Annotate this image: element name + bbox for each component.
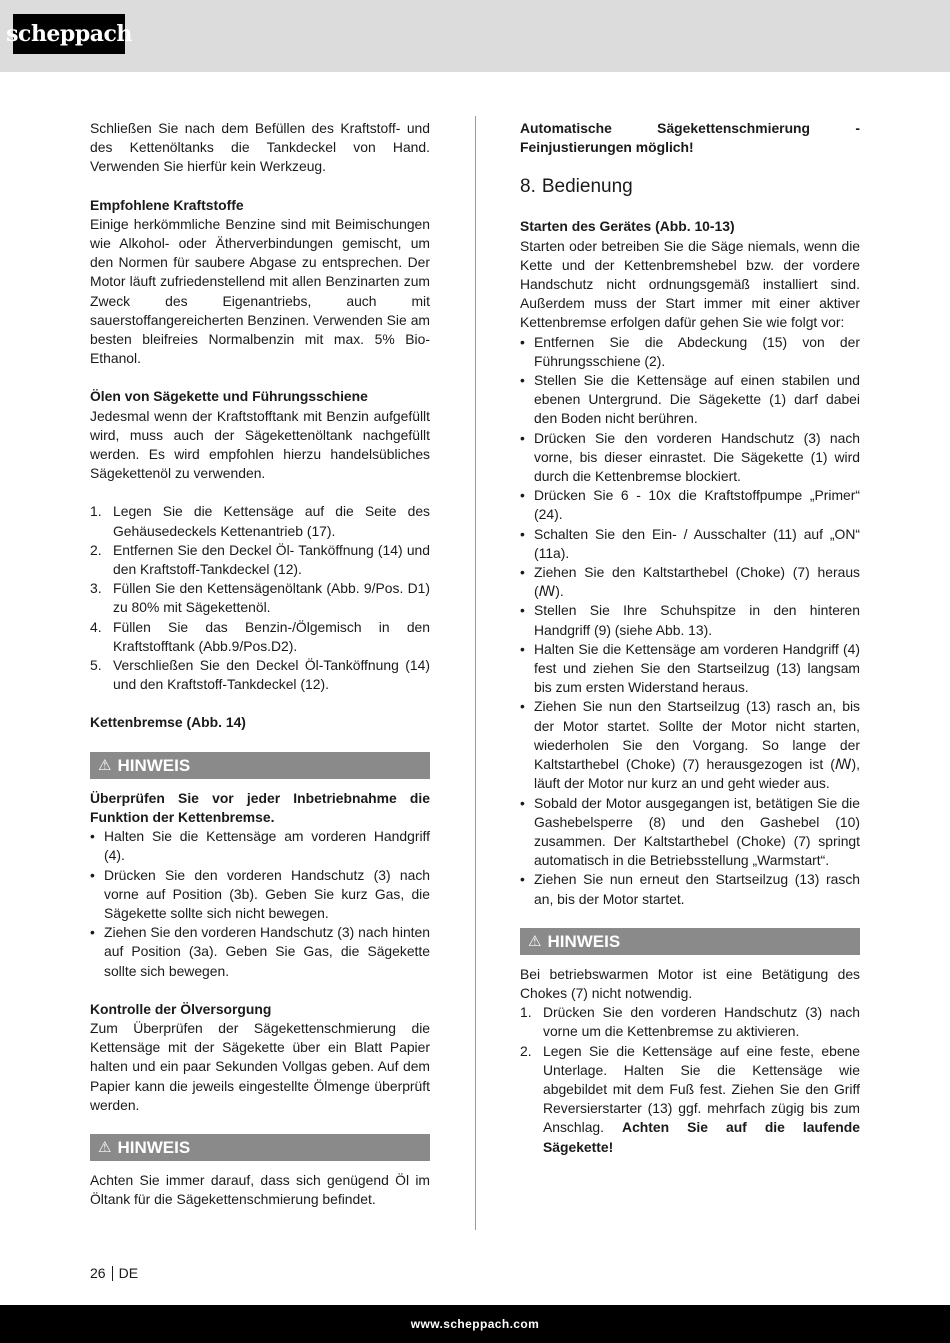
list-item: • Entfernen Sie die Abdeckung (15) von der Führungsschiene (2).: [520, 333, 860, 369]
list-item: • Ziehen Sie nun den Startseilzug (13) rasch an, bis der Motor startet. Sollte der Motor nicht starten, wiederholen Sie den Vorgang. So lange der Kaltstarthebel (Choke) (7) herausgezogen ist (ꟿ), läuft der Motor nur kurz an und geht wieder aus.: [520, 698, 860, 792]
column-divider: [475, 116, 476, 1230]
hinweis-banner: ⚠ HINWEIS: [90, 752, 430, 779]
list-item: • Schalten Sie den Ein- / Ausschalter (11) auf „ON“ (11a).: [520, 525, 860, 561]
hinweis-oil-text: Achten Sie immer darauf, dass sich genügend Öl im Öltank für die Sägekettenschmierung befindet.: [90, 1171, 430, 1208]
footer-band: [0, 1305, 950, 1343]
oil-heading: Ölen von Sägekette und Führungsschiene: [90, 388, 368, 405]
list-item: 5. Verschließen Sie den Deckel Öl-Tanköffnung (14) und den Kraftstoff-Tankdeckel (12).: [90, 657, 430, 693]
brake-heading: Kettenbremse (Abb. 14): [90, 714, 246, 731]
hinweis-banner: ⚠ HINWEIS: [520, 928, 860, 955]
list-item: • Ziehen Sie den Kaltstarthebel (Choke) (7) heraus (ꟿ).: [520, 564, 860, 600]
oilsupply-heading: Kontrolle der Ölversorgung: [90, 1000, 272, 1017]
intro-paragraph: Schließen Sie nach dem Befüllen des Kraftstoff- und des Kettenöltanks die Tankdeckel von Hand. Verwenden Sie hierfür kein Werkzeug.: [90, 120, 430, 175]
oilsupply-paragraph: Zum Überprüfen der Sägekettenschmierung die Kettensäge mit der Sägekette über ein Blatt Papier halten und ein paar Sekunden Vollgas geben. Auf dem Papier kann die jeweils eingestellte Ölmenge überprüft werden.: [90, 1019, 430, 1113]
list-item: • Stellen Sie die Kettensäge auf einen stabilen und ebenen Untergrund. Die Sägekette (1) darf dabei den Boden nicht berühren.: [520, 372, 860, 427]
list-item: • Halten Sie die Kettensäge am vorderen Handgriff (4) fest und ziehen Sie den Startseilzug (13) langsam bis zum ersten Widerstand heraus.: [520, 640, 860, 696]
list-item: 4. Füllen Sie das Benzin-/Ölgemisch in den Kraftstofftank (Abb.9/Pos.D2).: [90, 618, 430, 654]
warm-engine-note: Bei betriebswarmen Motor ist eine Betätigung des Chokes (7) nicht notwendig.: [520, 965, 860, 1001]
list-item: • Drücken Sie den vorderen Handschutz (3) nach vorne, bis dieser einrastet. Die Sägekette (1) wird durch die Kettenbremse blockiert.: [520, 429, 860, 485]
list-item: 1. Drücken Sie den vorderen Handschutz (3) nach vorne um die Kettenbremse zu aktivieren.: [520, 1004, 860, 1040]
list-item: • Sobald der Motor ausgegangen ist, betätigen Sie die Gashebelsperre (8) und den Gashebel (10) zusammen. Der Kaltstarthebel (Choke) (7) springt automatisch in die Betriebsstellung „Warmstart“.: [520, 794, 860, 869]
list-item: • Halten Sie die Kettensäge am vorderen Handgriff (4).: [90, 828, 430, 864]
section-title: 8. Bedienung: [520, 176, 633, 198]
header-band: [0, 0, 950, 72]
warning-icon: ⚠: [528, 932, 542, 950]
auto-lube-note: Automatische Sägekettenschmierung - Feinjustierungen möglich!: [520, 120, 860, 156]
list-item: • Drücken Sie den vorderen Handschutz (3) nach vorne auf Position (3b). Geben Sie kurz Gas, die Sägekette sollte sich nicht bewegen.: [90, 866, 430, 921]
oil-steps-list: [90, 502, 430, 694]
hinweis-banner: ⚠ HINWEIS: [90, 1134, 430, 1161]
right-column: [520, 119, 860, 1157]
left-column: [90, 119, 430, 1209]
list-item: 1. Legen Sie die Kettensäge auf die Seite des Gehäusedeckels Kettenantrieb (17).: [90, 503, 430, 539]
list-item: • Stellen Sie Ihre Schuhspitze in den hinteren Handgriff (9) (siehe Abb. 13).: [520, 602, 860, 638]
brake-bullets-list: [90, 827, 430, 981]
website-link[interactable]: www.scheppach.com: [410, 1317, 540, 1331]
start-paragraph: Starten oder betreiben Sie die Säge niemals, wenn die Kette und der Kettenbremshebel bzw. der vordere Handschutz nicht ordnungsgemäß installiert sind. Außerdem muss der Start immer mit einer aktiver Kettenbremse erfolgen dafür gehen Sie wie folgt vor:: [520, 237, 860, 331]
start-bullets-list: [520, 333, 860, 909]
fuels-paragraph: Einige herkömmliche Benzine sind mit Beimischungen wie Alkohol- oder Ätherverbindungen gemischt, um den Normen für saubere Abgase zu entsprechen. Der Motor läuft zufriedenstellend mit allen Benzinarten zum Zweck des Eigenantriebs, auch mit sauerstoffangereicherten Benzinen. Verwenden Sie am besten bleifreies Normalbenzin mit max. 5% Bio-Ethanol.: [90, 215, 430, 367]
list-item: 2. Entfernen Sie den Deckel Öl- Tanköffnung (14) und den Kraftstoff-Tankdeckel (12).: [90, 541, 430, 578]
page-number: 26 DE: [90, 1265, 139, 1281]
list-item: • Ziehen Sie den vorderen Handschutz (3) nach hinten auf Position (3a). Geben Sie Gas, die Sägekette sollte sich bewegen.: [90, 924, 430, 979]
warning-icon: ⚠: [98, 1138, 112, 1156]
list-item: • Ziehen Sie nun erneut den Startseilzug (13) rasch an, bis der Motor startet.: [520, 871, 860, 907]
list-item: 3. Füllen Sie den Kettensägenöltank (Abb. 9/Pos. D1) zu 80% mit Sägekettenöl.: [90, 580, 430, 616]
brake-check-note: Überprüfen Sie vor jeder Inbetriebnahme die Funktion der Kettenbremse.: [90, 789, 430, 825]
fuels-heading: Empfohlene Kraftstoffe: [90, 196, 244, 213]
warning-icon: ⚠: [98, 756, 112, 774]
oil-paragraph: Jedesmal wenn der Kraftstofftank mit Benzin aufgefüllt wird, muss auch der Sägekettenöltank nachgefüllt werden. Es wird empfohlen hierzu handelsübliches Sägekettenöl zu verwenden.: [90, 407, 430, 482]
list-item: 2. Legen Sie die Kettensäge auf eine feste, ebene Unterlage. Halten Sie die Kettensäge wie abgebildet mit dem Fuß fest. Ziehen Sie den Griff Reversierstarter (13) ggf. mehrfach zügig bis zum Anschlag. Achten Sie auf die laufende Sägekette!: [520, 1042, 861, 1155]
brand-logo: scheppach: [13, 14, 125, 54]
start-heading: Starten des Gerätes (Abb. 10-13): [520, 218, 735, 235]
list-item: • Drücken Sie 6 - 10x die Kraftstoffpumpe „Primer“ (24).: [520, 487, 860, 523]
warm-steps-list: [520, 1003, 860, 1157]
